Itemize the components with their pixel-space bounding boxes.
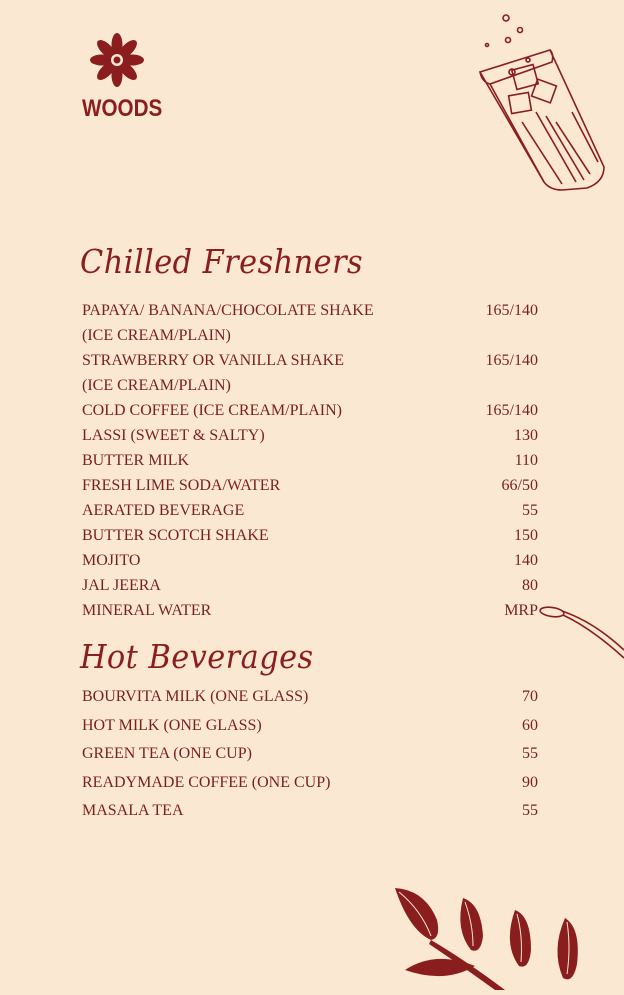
item-price: 140 (514, 552, 538, 569)
item-price: 55 (522, 745, 538, 762)
item-price: 55 (522, 502, 538, 519)
item-name: PAPAYA/ BANANA/CHOCOLATE SHAKE (82, 302, 374, 319)
menu-item (82, 498, 538, 523)
item-price: MRP (504, 602, 538, 619)
menu-item (82, 683, 538, 712)
item-price: 90 (522, 773, 538, 791)
item-name: STRAWBERRY OR VANILLA SHAKE (82, 352, 345, 369)
item-name: READYMADE COFFEE (ONE CUP) (82, 773, 331, 791)
item-name: COLD COFFEE (ICE CREAM/PLAIN) (82, 402, 343, 419)
item-name: AERATED BEVERAGE (82, 502, 245, 519)
item-name: JAL JEERA (82, 577, 161, 594)
item-price: 165/140 (485, 302, 538, 319)
menu-item (82, 398, 538, 423)
menu-item (82, 598, 538, 623)
menu-item (82, 769, 538, 798)
item-price: 55 (522, 802, 538, 819)
flower-icon (86, 32, 148, 88)
item-name: GREEN TEA (ONE CUP) (82, 745, 252, 762)
menu-item (82, 573, 538, 598)
menu-item (82, 348, 538, 398)
item-name: MASALA TEA (82, 802, 184, 819)
iced-glass-icon (472, 12, 612, 202)
item-price: 165/140 (485, 402, 538, 419)
menu-item (82, 797, 538, 826)
item-name: BUTTER SCOTCH SHAKE (82, 527, 269, 544)
menu-item (82, 712, 538, 741)
item-name: FRESH LIME SODA/WATER (82, 477, 281, 494)
item-name: BUTTER MILK (82, 452, 190, 469)
menu-item (82, 740, 538, 769)
section-title-chilled: Chilled Freshners (80, 242, 364, 281)
brand-name: WOODS (82, 95, 163, 122)
item-price: 80 (522, 577, 538, 594)
logo (82, 32, 156, 88)
item-subtext: (ICE CREAM/PLAIN) (82, 327, 231, 344)
menu-hot (82, 683, 538, 826)
item-name: MOJITO (82, 552, 141, 569)
item-price: 150 (514, 527, 538, 544)
spoon-icon (536, 600, 624, 675)
item-price: 165/140 (485, 352, 538, 369)
leaves-icon (385, 880, 624, 995)
menu-item (82, 423, 538, 448)
item-price: 110 (514, 452, 538, 469)
menu-item (82, 523, 538, 548)
item-name: MINERAL WATER (82, 602, 212, 619)
menu-chilled (82, 298, 538, 623)
menu-item (82, 473, 538, 498)
item-price: 70 (522, 688, 538, 705)
item-price: 130 (514, 427, 538, 444)
item-subtext: (ICE CREAM/PLAIN) (82, 377, 231, 394)
item-price: 60 (522, 716, 538, 734)
item-price: 66/50 (501, 477, 538, 494)
item-name: HOT MILK (ONE GLASS) (82, 716, 262, 734)
item-name: BOURVITA MILK (ONE GLASS) (82, 688, 309, 705)
section-title-hot: Hot Beverages (80, 637, 314, 676)
menu-item (82, 298, 538, 348)
menu-item (82, 548, 538, 573)
menu-item (82, 448, 538, 473)
item-name: LASSI (SWEET & SALTY) (82, 427, 265, 444)
